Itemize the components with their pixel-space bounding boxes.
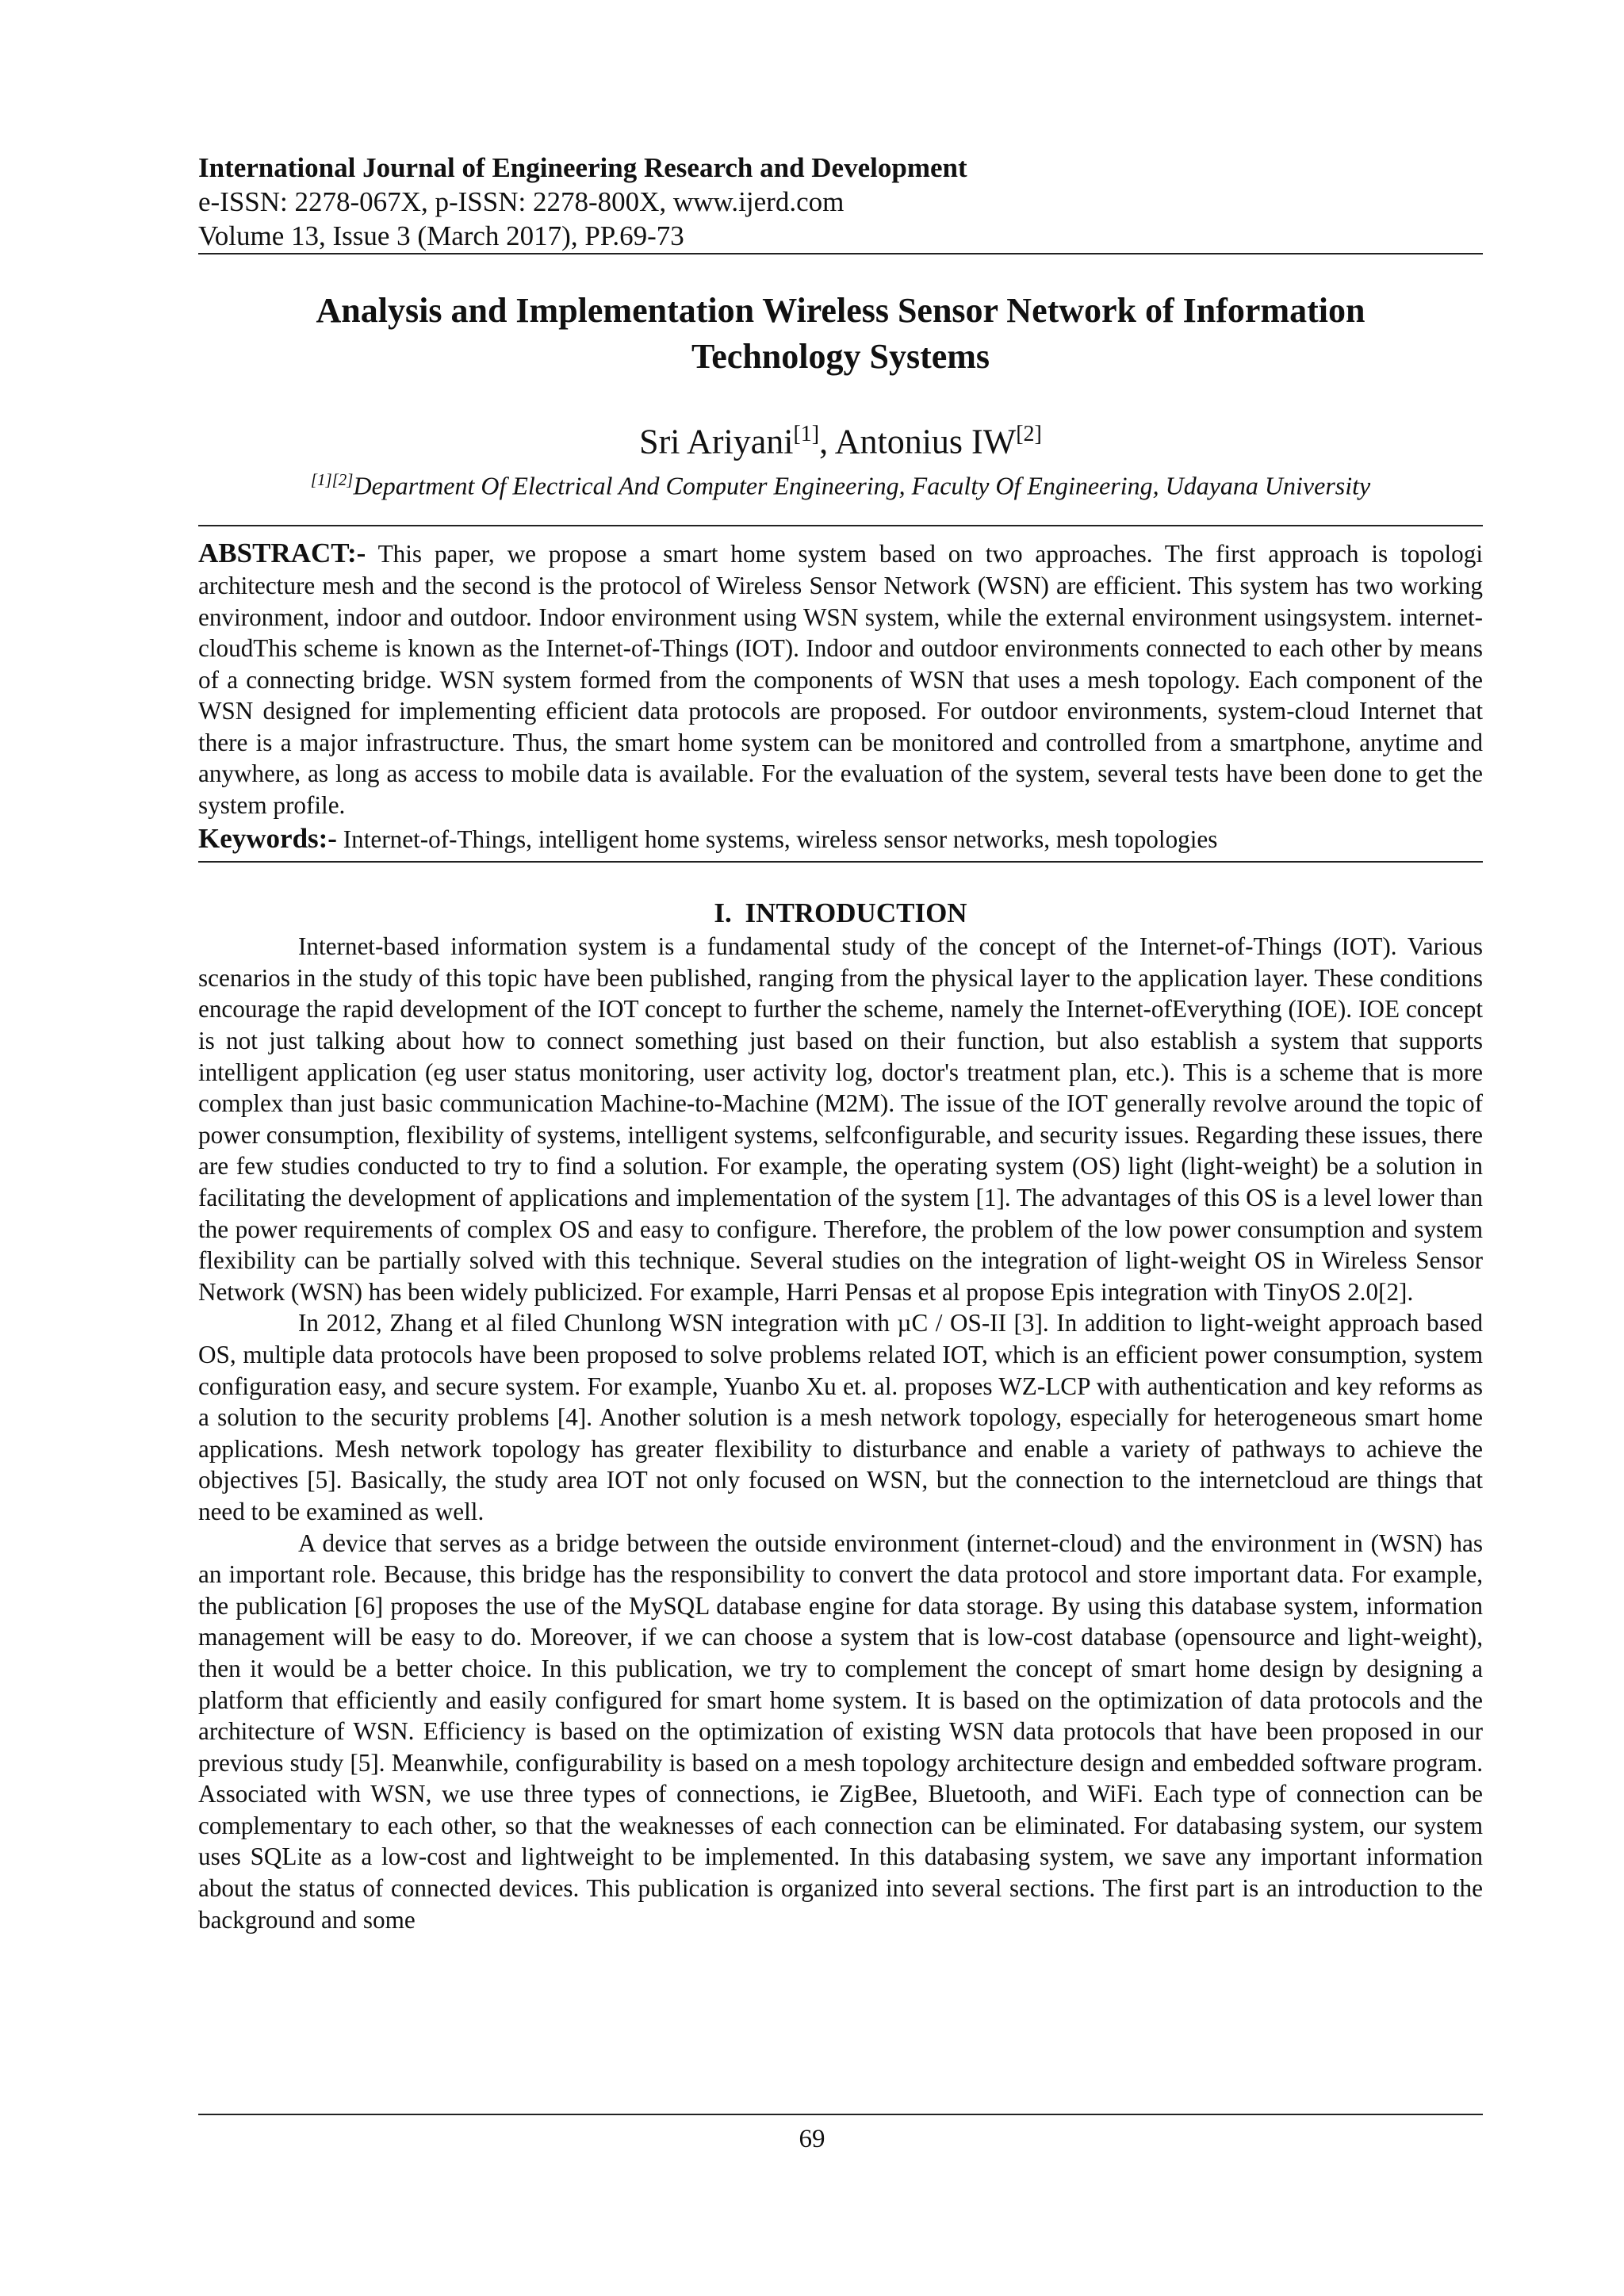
author-list <box>198 413 1483 464</box>
abstract-label: ABSTRACT:- <box>198 538 366 569</box>
introduction-body <box>198 931 1483 1935</box>
author-separator: , <box>819 422 835 461</box>
author-name: Antonius IW <box>834 422 1017 461</box>
author-name: Sri Ariyani <box>639 422 794 461</box>
paragraph: A device that serves as a bridge between the outside environment (internet-cloud) and the environment in (WSN) has an important role. Because, this bridge has the responsibility to convert the data protocol and store important data. For example, the publication [6] proposes the use of the MySQL database engine for data storage. By using this database system, information management will be easy to do. Moreover, if we can choose a system that is low-cost database (opensource and light-weight), then it would be a better choice. In this publication, we try to complement the concept of smart home design by designing a platform that efficiently and easily configured for smart home system. It is based on the optimization of data protocols and the architecture of WSN. Efficiency is based on the optimization of existing WSN data protocols that have been proposed in our previous study [5]. Meanwhile, configurability is based on a mesh topology architecture design and embedded software program. Associated with WSN, we use three types of connections, ie ZigBee, Bluetooth, and WiFi. Each type of connection can be complementary to each other, so that the weaknesses of each connection can be eliminated. For databasing system, our system uses SQLite as a low-cost and lightweight to be implemented. In this databasing system, we save any important information about the status of connected devices. This publication is organized into several sections. The first part is an introduction to the background and some <box>198 1529 1483 1934</box>
paragraph: In 2012, Zhang et al filed Chunlong WSN integration with µC / OS-II [3]. In addition to light-weight approach based OS, multiple data protocols have been proposed to solve problems related IOT, which is an efficient power consumption, system configuration easy, and secure system. For example, Yuanbo Xu et. al. proposes WZ-LCP with authentication and key reforms as a solution to the security problems [4]. Another solution is a mesh network topology, especially for heterogeneous smart home applications. Mesh network topology has greater flexibility to disturbance and enable a variety of pathways to achieve the objectives [5]. Basically, the study area IOT not only focused on WSN, but the connection to the internetcloud are things that need to be examined as well. <box>198 1309 1483 1525</box>
issn-line: e-ISSN: 2278-067X, p-ISSN: 2278-800X, www.ijerd.com <box>198 186 845 217</box>
keywords-rule <box>198 861 1483 863</box>
abstract-text: This paper, we propose a smart home system based on two approaches. The first approach is topologi architecture mesh and the second is the protocol of Wireless Sensor Network (WSN) are efficient. This system has two working environment, indoor and outdoor. Indoor environment using WSN system, while the external environment usingsystem. internet-cloudThis scheme is known as the Internet-of-Things (IOT). Indoor and outdoor environments connected to each other by means of a connecting bridge. WSN system formed from the components of WSN that uses a mesh topology. Each component of the WSN designed for implementing efficient data protocols are proposed. For outdoor environments, system-cloud Internet that there is a major infrastructure. Thus, the smart home system can be monitored and controlled from a smartphone, anytime and anywhere, as long as access to mobile data is available. For the evaluation of the system, several tests have been done to get the system profile. <box>198 540 1483 820</box>
abstract-section <box>198 525 1483 863</box>
footer-rule <box>198 2114 1483 2115</box>
paragraph: Internet-based information system is a fundamental study of the concept of the Internet-of-Things (IOT). Various scenarios in the study of this topic have been published, ranging from the physical layer to the application layer. These conditions encourage the rapid development of the IOT concept to further the scheme, namely the Internet-ofEverything (IOE). IOE concept is not just talking about how to connect something just based on their function, but also establish a system that supports intelligent application (eg user status monitoring, user activity log, doctor's treatment plan, etc.). This is a scheme that is more complex than just basic communication Machine-to-Machine (M2M). The issue of the IOT generally revolve around the topic of power consumption, flexibility of systems, intelligent systems, selfconfigurable, and security issues. Regarding these issues, there are few studies conducted to try to find a solution. For example, the operating system (OS) light (light-weight) be a solution in facilitating the development of applications and implementation of the system [1]. The advantages of this OS is a level lower than the power requirements of complex OS and easy to configure. Therefore, the problem of the low power consumption and system flexibility can be partially solved with this technique. Several studies on the integration of light-weight OS in Wireless Sensor Network (WSN) has been widely publicized. For example, Harri Pensas et al propose Epis integration with TinyOS 2.0[2]. <box>198 932 1483 1306</box>
volume-line: Volume 13, Issue 3 (March 2017), PP.69-73 <box>198 220 684 251</box>
abstract <box>198 538 1483 821</box>
header-rule <box>198 253 1483 254</box>
keywords-label: Keywords:- <box>198 822 337 854</box>
author-ref: [2] <box>1016 422 1042 446</box>
section-heading: I. INTRODUCTION <box>714 897 967 929</box>
paper-title: Analysis and Implementation Wireless Sensor Network of Information Technology Systems <box>316 291 1365 376</box>
author-ref: [1] <box>793 422 820 446</box>
journal-name: International Journal of Engineering Research and Development <box>198 152 967 183</box>
paper-page <box>198 151 1483 1935</box>
keywords <box>198 823 1483 859</box>
affiliation-ref: [1][2] <box>310 469 354 489</box>
page-number: 69 <box>799 2125 825 2153</box>
affiliation-text: Department Of Electrical And Computer Engineering, Faculty Of Engineering, Udayana University <box>353 471 1371 500</box>
affiliation <box>198 464 1483 502</box>
keywords-text: Internet-of-Things, intelligent home systems, wireless sensor networks, mesh topologies <box>343 825 1218 853</box>
journal-header <box>198 151 1483 253</box>
